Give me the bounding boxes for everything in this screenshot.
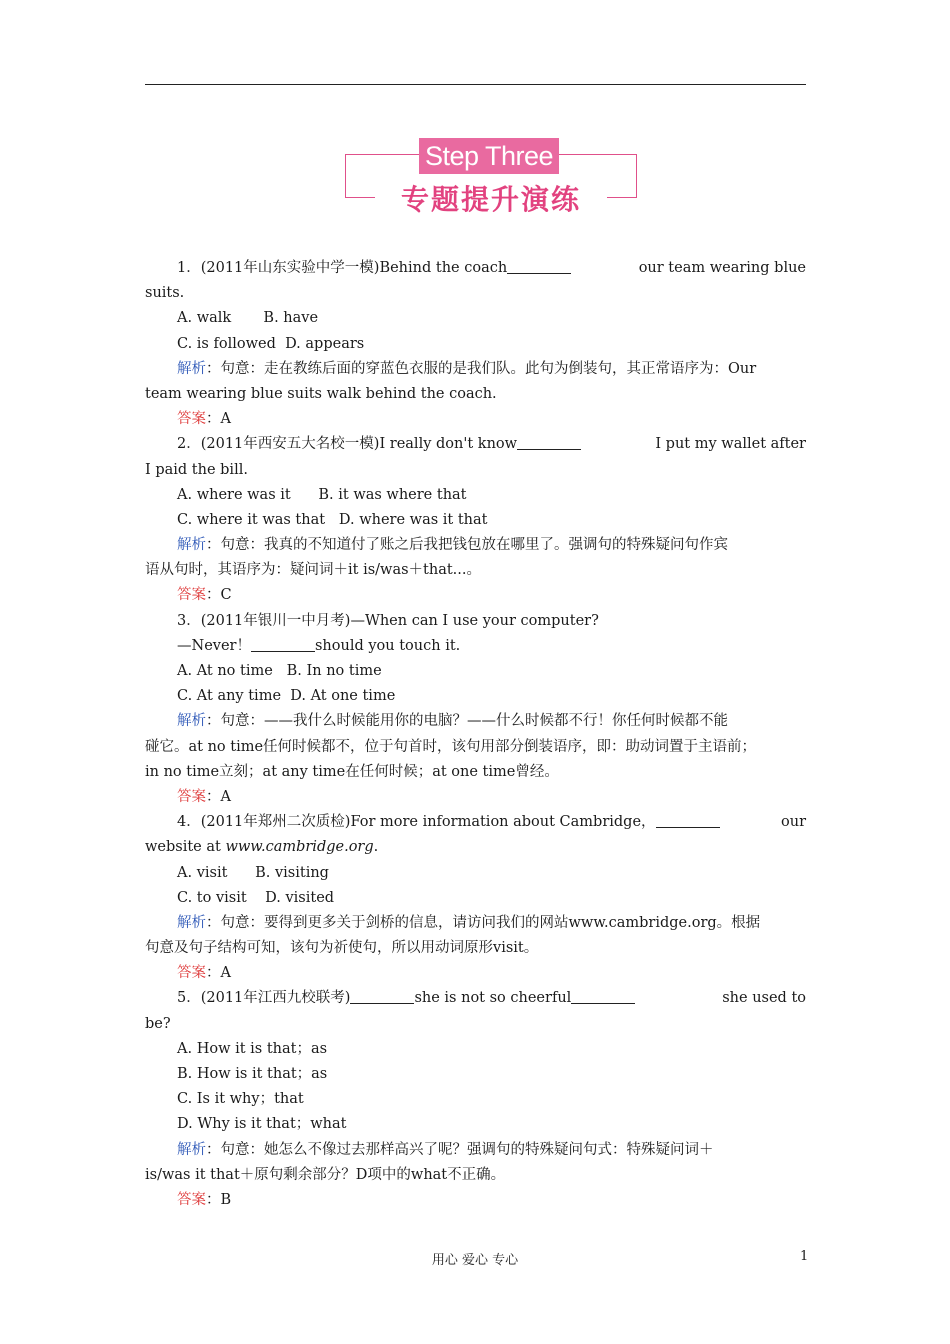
question-1-analysis: 解析：句意：走在教练后面的穿蓝色衣服的是我们队。此句为倒装句，其正常语序为：Our [177, 360, 757, 377]
question-3-options-cd: C. At any time D. At one time [177, 688, 396, 705]
question-3-analysis-cont: in no time立刻；at any time在任何时候；at one time曾经。 [145, 763, 559, 780]
answer-blank [350, 988, 414, 1004]
answer-label: 答案 [177, 411, 206, 428]
question-3-answer: 答案：A [177, 788, 231, 805]
analysis-label: 解析 [177, 914, 206, 931]
question-5-stem: 5．(2011年江西九校联考) she is not so cheerful she used to [177, 990, 806, 1007]
question-5-analysis: 解析：句意：她怎么不像过去那样高兴了呢？强调句的特殊疑问句式：特殊疑问词＋ [177, 1141, 714, 1158]
question-1-answer: 答案：A [177, 411, 231, 428]
question-3-stem: 3．(2011年银川一中月考)—When can I use your computer? [177, 612, 599, 629]
analysis-label: 解析 [177, 360, 206, 377]
question-1-stem: 1．(2011年山东实验中学一模)Behind the coach our team wearing blue [177, 260, 806, 276]
question-4-answer: 答案：A [177, 965, 231, 982]
analysis-label: 解析 [177, 713, 206, 730]
answer-blank [517, 434, 581, 450]
question-2-analysis: 解析：句意：我真的不知道付了账之后我把钱包放在哪里了。强调句的特殊疑问句作宾 [177, 537, 728, 554]
answer-label: 答案 [177, 587, 206, 604]
question-3-analysis-cont: 碰它。at no time任何时候都不，位于句首时，该句用部分倒装语序，即：助动词置于主语前； [145, 738, 757, 755]
question-4-analysis: 解析：句意：要得到更多关于剑桥的信息，请访问我们的网站www.cambridge.org。根据 [177, 914, 761, 931]
answer-blank [251, 636, 315, 652]
analysis-label: 解析 [177, 537, 206, 554]
page-number: 1 [800, 1249, 809, 1264]
analysis-label: 解析 [177, 1141, 206, 1158]
question-2-stem-cont: I paid the bill. [145, 461, 248, 478]
section-banner [345, 138, 637, 214]
answer-blank [656, 812, 720, 828]
question-5-option-c: C. Is it why；that [177, 1091, 304, 1108]
question-4-stem: 4．(2011年郑州二次质检)For more information about Cambridge， our [177, 814, 806, 831]
answer-label: 答案 [177, 1191, 206, 1208]
question-2-answer: 答案：C [177, 587, 232, 604]
question-5-answer: 答案：B [177, 1191, 232, 1208]
question-3-stem-cont: —Never！ should you touch it. [177, 637, 461, 654]
question-1-options-cd: C. is followed D. appears [177, 335, 365, 352]
answer-blank [507, 258, 571, 274]
website-url: www.cambridge.org [225, 839, 374, 856]
exercise-content [145, 256, 806, 1213]
question-1-stem-cont: suits. [145, 285, 185, 302]
question-1-analysis-cont: team wearing blue suits walk behind the coach. [145, 385, 497, 402]
question-2-stem: 2．(2011年西安五大名校一模)I really don't know I put my wallet after [177, 436, 806, 453]
question-4-analysis-cont: 句意及句子结构可知，该句为祈使句，所以用动词原形visit。 [145, 940, 539, 957]
question-1-options-ab: A. walk B. have [177, 310, 319, 327]
question-2-options-cd: C. where it was that D. where was it that [177, 511, 488, 528]
question-5-analysis-cont: is/was it that＋原句剩余部分？D项中的what不正确。 [145, 1166, 506, 1183]
footer-motto: 用心 爱心 专心 [431, 1253, 519, 1268]
question-5-option-d: D. Why is it that；what [177, 1116, 347, 1133]
answer-label: 答案 [177, 788, 206, 805]
question-4-options-ab: A. visit B. visiting [177, 864, 329, 881]
banner-title: 专题提升演练 [375, 182, 607, 218]
question-3-analysis: 解析：句意：——我什么时候能用你的电脑？——什么时候都不行！你任何时候都不能 [177, 713, 728, 730]
question-5-option-a: A. How it is that；as [177, 1040, 328, 1057]
question-2-options-ab: A. where was it B. it was where that [177, 486, 467, 503]
question-4-stem-cont: website at www.cambridge.org. [145, 839, 379, 856]
answer-label: 答案 [177, 965, 206, 982]
question-3-options-ab: A. At no time B. In no time [177, 663, 382, 679]
question-5-option-b: B. How is it that；as [177, 1066, 328, 1082]
question-2-analysis-cont: 语从句时，其语序为：疑问词＋it is/was＋that...。 [145, 562, 481, 579]
banner-step-label: Step Three [419, 138, 559, 174]
question-4-options-cd: C. to visit D. visited [177, 889, 335, 906]
header-rule [145, 84, 806, 85]
question-5-stem-cont: be? [145, 1015, 171, 1032]
answer-blank [571, 988, 635, 1004]
